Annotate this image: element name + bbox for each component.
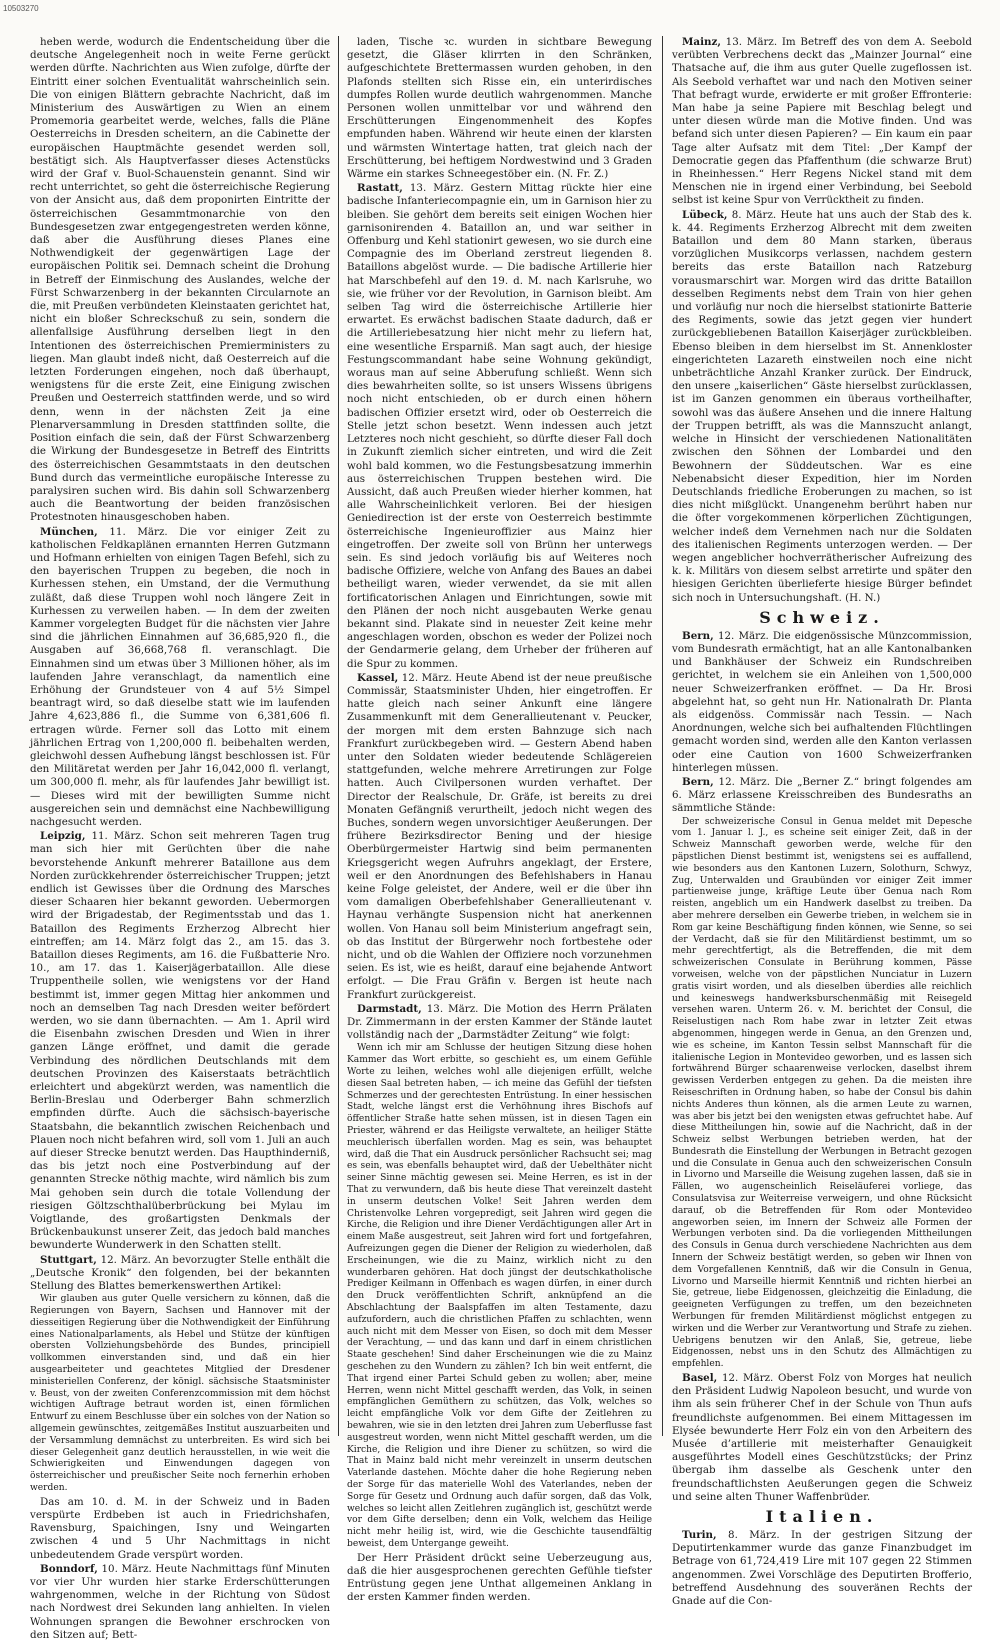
dateline: Mainz, — [682, 36, 721, 48]
article-paragraph — [30, 830, 330, 1253]
column-rule — [662, 36, 663, 1436]
article-text: 12. März. Die „Berner Z.“ bringt folgendes am 6. März erlassene Kreisschreiben des Bundesraths an sämmtliche Stände: — [672, 775, 973, 815]
article-text: Wenn ich mir am Schlusse der heutigen Sitzung diese hohen Kammer das Wort erbitte, so geschieht es, um einem Gefühle Worte zu leihen, welches wohl alle diejenigen erfüllt, welche diesen Saal betreten haben, — ich meine das Gefühl der tiefsten Schmerzes und der gerechtesten Entrüstung. In einer hessischen Stadt, welche längst erst die Verhöhnung ihres Bischofs auf öffentlicher Straße hatte sehen müssen, ist in diesen Tagen ein Priester, während er das Heiligste verwaltete, an heiliger Stätte meuchlerisch überfallen worden. Mag es sein, was behauptet wird, daß die That ein Ausdruck persönlicher Rachsucht sei; mag es sein, was ebenfalls behauptet wird, daß der Uebelthäter nicht seiner Sinne mächtig gewesen sei. Meine Herren, es ist in der That zu verwundern, daß bis heute diese That vereinzelt dasteht in unserm deutschen Volke! Seit Jahren werden dem Christenvolke Lehren vorgepredigt, seit Jahren wird gegen die Kirche, die Religion und ihre Diener Verdächtigungen aller Art in einem Maße ausgestreut, seit Jahren wird fort und fortgefahren, Aufreizungen gegen die Diener der Religion zu wiederholen, daß Erscheinungen, wie die zu Mainz, wirklich nicht zu den wunderbaren gehören. Hat doch jüngst der deutschkatholische Prediger Keilmann in Offenbach es wagen dürfen, in einer durch den Druck veröffentlichten Schrift, anknüpfend an die Abschlachtung der Baalspfaffen im alten Testamente, dazu aufzufordern, auch die christlichen Pfaffen zu schlachten, wenn auch nicht mit dem Messer von Eisen, so doch mit dem Messer der Verachtung, — und das kann und darf in einem christlichen Staate geschehen! Sind daher Erscheinungen wie die zu Mainz geschehen zu den Wundern zu zählen? Ich bin weit entfernt, die That irgend einer Partei Schuld geben zu wollen; aber, meine Herren, wenn nicht Mittel geschafft werden, das Volk, in seinen empfänglichen Gemüthern zu schützen, das Volk, welches so leicht empfängliche Volk vor dem Gifte der Zeitlehren zu bewahren, wie sie in den letzten drei Jahren zum Ueberflusse fast ausgestreut worden, wenn nicht Mittel geschafft werden, um die Kirche, die Religion und ihre Diener zu schützen, so wird die That in Mainz bald nicht mehr vereinzelt in unserm deutschen Vaterlande dastehen. Möchte daher die hohe Regierung neben der Sorge für das materielle Wohl des Vaterlandes, neben der Sorge für Gesetz und Ordnung auch dafür sorgen, daß das Volk, welches so leicht allen Zeitlehren zugänglich ist, geschützt werde vor dem Gifte derselben; denn ein Volk, welchem das Heilige nicht mehr heilig ist, wird, wie die Geschichte tausendfältig beweist, dem Untergange geweiht. — [347, 1043, 652, 1549]
article-text: 12. März. Oberst Folz von Morges hat neulich den Präsident Ludwig Napoleon besucht, und wurde von ihm als sein früherer Chef in der Schule von Thun aufs freundlichste aufgenommen. Bei einem Mittagessen im Elysée bewunderte Herr Folz ein von den Arbeitern des Musée d’artillerie mit meisterhafter Genauigkeit ausgeführtes Modell eines Geschützstücks; der Prinz übergab ihm dasselbe als Geschenk unter den freundschaftlichsten Aeußerungen gegen die Schweiz und seine alten Thuner Waffenbrüder. — [672, 1372, 972, 1503]
article-paragraph — [672, 1372, 972, 1504]
column-left — [30, 36, 330, 1641]
article-text: 12. März. An bevorzugter Stelle enthält die „Deutsche Kronik“ den folgenden, bei der bekannten Stellung des Blattes bemerkenswerthen Artikel: — [30, 1253, 330, 1293]
article-paragraph — [30, 1496, 330, 1562]
article-text: Der schweizerische Consul in Genua meldet mit Depesche vom 1. Januar l. J., es scheine seit einiger Zeit, daß in der Schweiz Mannschaft geworben werde, welche für den päpstlichen Dienst bestimmt ist, wenigstens sei es auffallend, wie besonders aus den Kantonen Luzern, Solothurn, Schwyz, Zug, Unterwalden und Graubünden vor einiger Zeit immer partienweise junge, kräftige Leute über Genua nach Rom reisten, angeblich um ein Handwerk daselbst zu treiben. Da aber mehrere derselben ein Gewerbe trieben, in welchem sie in Rom gar keine Beschäftigung finden können, wie Senne, so sei der Verdacht, daß sie für den Militärdienst bestimmt, um so mehr gerechtfertigt, als die Betreffenden, die mit dem schweizerischen Consulate in Berührung kommen, Pässe vorweisen, welche von der päpstlichen Nunciatur in Luzern gratis visirt worden, und als dieselben überdies alle reichlich und keineswegs handwerksburschenmäßig mit Reisegeld versehen waren. Unterm 26. v. M. berichtet der Consul, die Reiselustigen nach Rom habe zwar in letzter Zeit etwas abgenommen, hingegen werde in Genua, an den Grenzen und, wie es scheine, im Kanton Tessin selbst Mannschaft für die italienische Legion in Montevideo geworben, und es lassen sich fortwährend Bürger schaarenweise verlocken, daselbst ihrem gewissen Verderben entgegen zu gehen. Da die meisten ihre Reiseschriften in Ordnung haben, so habe der Consul bis dahin nichts Anderes thun können, als die armen Leute zu warnen, was aber bis jetzt bei den wenigsten etwas gefruchtet habe. Auf diese Mittheilungen hin, sowie auf die Nachricht, daß in der Schweiz selbst Werbungen betrieben werden, hat der Bundesrath die Einstellung der Werbungen in Betracht gezogen und die Consulate in Genua auch den schweizerischen Consuln in Livorno und Marseille die Weisung zugehen lassen, daß sie in Fällen, wo augenscheinlich Reiseläuferei vorliege, das Consulatsvisa zur Weiterreise verweigern, und ohne Rücksicht darauf, ob die Betreffenden für Rom oder Montevideo angeworben seien, im Innern der Schweiz alle Formen der Werbungen verboten sind. Da die vorliegenden Mittheilungen des Consuls in Genua durch verschiedene Nachrichten aus dem Innern der Schweiz bestätigt werden, so geben wir Ihnen von dem Vorgefallenen Kenntniß, daß wir die Consuln in Genua, Livorno und Marseille hiermit Kenntniß und richten hierbei an Sie, getreue, liebe Eidgenossen, gleichzeitig die Einladung, die geeigneten Verfügungen zu treffen, um den bezeichneten Werbungen für fremden Militärdienst möglichst entgegen zu wirken und die Werber zur Verantwortung und Strafe zu ziehen. Uebrigens benutzen wir den Anlaß, Sie, getreue, liebe Eidgenossen, nebst uns in den Schutz des Allmächtigen zu empfehlen. — [672, 816, 972, 1370]
article-text: 12. März. Die eidgenössische Münzcommission, vom Bundesrath ermächtigt, hat an alle Kantonalbanken und Bankhäuser der Schweiz ein Rundschreiben gerichtet, in welchem sie ein Anleihen von 1,500,000 neuer Schweizerfranken eröffnet. — Da Hr. Brosi abgelehnt hat, so geht nun Hr. Nationalrath Dr. Planta als eidgenöss. Commissär nach Tessin. — Nach Anordnungen, welche sich bei aufhaltenden Flüchtlingen gemacht worden sind, werden alle den Kanton verlassen oder eine Caution von 1600 Schweizerfranken hinterlegen müssen. — [672, 629, 973, 774]
dateline: Lübeck, — [682, 208, 728, 221]
section-heading: Schweiz. — [759, 607, 885, 627]
article-paragraph — [30, 36, 330, 525]
article-text: 8. März. In der gestrigen Sitzung der Deputirtenkammer wurde das ganze Finanzbudget im Betrage von 61,724,419 Lire mit 107 gegen 22 Stimmen angenommen. Zwei Vorschläge des Deputirten Brofferio, betreffend Ausdehnung des souveränen Rechts der Gnade auf die Con- — [672, 1529, 972, 1608]
article-text: Das am 10. d. M. in der Schweiz und in Baden verspürte Erdbeben ist auch in Friedrichshafen, Ravensburg, Spaichingen, Isny und Weingarten zwischen 4 und 5 Uhr Nachmittags in nicht unbedeutendem Grade verspürt worden. — [30, 1495, 330, 1561]
article-text: Der Herr Präsident drückt seine Ueberzeugung aus, daß die hier ausgesprochenen gerechten Gefühle tiefster Entrüstung gegen jene Unthat allgemeinen Anklang in der ersten Kammer finden werden. — [347, 1551, 652, 1604]
article-text: 13. März. Im Betreff des von dem A. Seebold verübten Verbrechens deckt das „Mainzer Journal“ eine Thatsache auf, die ihm aus guter Quelle zugeflossen ist. Als Seebold verhaftet war und nach den Motiven seiner That befragt wurde, erwiderte er mit großer Effronterie: Man habe ja seine Papiere mit Beschlag belegt und unter diesen würde man die Motive finden. Und was befand sich unter diesen Papieren? — Ein kaum ein paar Tage alter Aufsatz mit dem Titel: „Der Kampf der Democratie gegen das Pfaffenthum (die schwarze Brut) in Rheinhessen.“ Herr Regens Nickel stand mit dem Menschen nie in irgend einer Verbindung, bei Seebold selbst ist keine Spur von Verrücktheit zu finden. — [672, 36, 973, 207]
article-paragraph — [347, 1552, 652, 1605]
dateline: Leipzig, — [40, 830, 86, 843]
article-paragraph — [30, 1563, 330, 1642]
article-text: 11. März. Schon seit mehreren Tagen trug man sich hier mit Gerüchten über die nahe bevorstehende Ankunft mehrerer Bataillone aus dem Norden zurückkehrender österreichischer Truppen; jetzt endlich ist Gewisses über die Ordnung des Marsches dieser Schaaren hier bekannt geworden. Uebermorgen wird der Brigadestab, der Regimentsstab und das 1. Bataillon des Regiments Erzherzog Albrecht hier eintreffen; am 14. März folgt das 2., am 15. das 3. Bataillon dieses Regiments, am 16. die Fußbatterie Nro. 10., am 17. das 1. Kaiserjägerbataillon. Alle diese Truppentheile sollen, wie wenigstens vor der Hand bestimmt ist, immer gegen Mittag hier ankommen und noch an demselben Tag nach Dresden weiter befördert werden, wo sie dann übernachten. — Am 1. April wird die Eisenbahn zwischen Dresden und Wien in ihrer ganzen Länge eröffnet, und damit die gerade Verbindung des nördlichen Deutschlands mit dem deutschen Provinzen des Kaiserstaats beträchtlich erleichtert und abgekürzt werden, was namentlich die Berlin-Breslau und Oderberger Bahn schmerzlich empfinden dürfte. Auch die sächsisch-bayerische Staatsbahn, die bekanntlich zwischen Reichenbach und Plauen noch nicht befahren wird, soll vom 1. Juli an auch auf dieser Strecke benutzt werden. Das Haupthinderniß, das bis jetzt noch eine Postverbindung auf der genannten Strecke nöthig machte, wird nämlich bis zum Mai gehoben sein durch die totale Vollendung der riesigen Göltzschthalüberbrückung bei Mylau im Voigtlande, des großartigsten Denkmals der Brückenbaukunst unserer Zeit, das jedoch bald manches bewunderte Wunderwerk in den Schatten stellt. — [30, 830, 330, 1252]
article-paragraph — [30, 1294, 330, 1495]
article-paragraph — [672, 817, 972, 1371]
article-paragraph — [672, 630, 972, 775]
article-paragraph — [30, 526, 330, 830]
section-heading: Italien. — [765, 1507, 879, 1527]
dateline: Bern, — [682, 629, 714, 642]
dateline: Basel, — [682, 1372, 718, 1385]
article-text: 10. März. Heute Nachmittags fünf Minuten vor vier Uhr wurden hier starke Erderschütterungen wahrgenommen, welche in der Richtung von Südost nach Nordwest drei Sekunden lang anhielten. In vielen Wohnungen sprangen die Bewohner erschrocken von den Sitzen auf; Bett- — [30, 1562, 330, 1641]
dateline: Rastatt, — [357, 182, 403, 195]
article-text: 12. März. Heute Abend ist der neue preußische Commissär, Staatsminister Uhden, hier eingetroffen. Er hatte gleich nach seiner Ankunft eine längere Zusammenkunft mit dem Generallieutenant v. Peucker, der morgen mit dem ersten Bahnzuge sich nach Frankfurt zurückbegeben wird. — Gestern Abend haben unter den Soldaten wieder bedeutende Schlägereien stattgefunden, welche mehrere Arretirungen zur Folge hatten. Auch Civilpersonen wurden verhaftet. Der Director der Realschule, Dr. Gräfe, ist bereits zu drei Monaten Gefängniß verurtheilt, jedoch nicht wegen des Buches, sondern wegen unvorsichtiger Aeußerungen. Der frühere Bezirksdirector Bening und der hiesige Oberbürgermeister Hartwig sind beim permanenten Kriegsgericht wegen Aufruhrs angeklagt, der Erstere, weil er den Anordnungen des Befehlshabers in Hanau keine Folge geleistet, der Andere, weil er die über ihn vom damaligen Oberbefehlshaber Generallieutenant v. Haynau verhängte Suspension nicht hat anerkennen wollen. Von Hanau soll beim Ministerium angefragt sein, ob das Institut der Bürgerwehr noch fortbestehe oder nicht, und ob die Wahlen der Offiziere noch vorzunehmen seien. Es ist, wie es heißt, darauf eine bejahende Antwort erfolgt. — Die Frau Gräfin v. Bergen ist heute nach Frankfurt zurückgereist. — [347, 671, 652, 1001]
article-text: 8. März. Heute hat uns auch der Stab des k. k. 44. Regiments Erzherzog Albrecht mit dem zweiten Bataillon und dem 80 Mann starken, überaus vorzüglichen Musikcorps verlassen, nachdem gestern bereits das erste Bataillon nach Ratzeburg vorausmarschirt war. Morgen wird das dritte Bataillon desselben Regiments nebst dem Train von hier gehen und vorläufig nur noch die hierselbst stationirte Batterie des Regiments, sowie das jetzt gegen vier hundert zurückgebliebenen Bataillon Kaiserjäger zurückbleiben. Ebenso bleiben in dem hierselbst im St. Annenkloster eingerichteten Lazareth einstweilen noch eine nicht unbeträchtliche Anzahl Kranker zurück. Der Eindruck, den unsere „kaiserlichen“ Gäste hierselbst zurücklassen, ist im Ganzen genommen ein überaus vortheilhafter, sowohl was das äußere Ansehen und die innere Haltung der Truppen betrifft, als was die Mannszucht anlangt, welche in Hinsicht der verschiedenen Nationalitäten zwischen den Söhnen der Lombardei und den Bewohnern der Süddeutschen. War es eine Nebenabsicht dieser Expedition, hier im Norden Deutschlands friedliche Eroberungen zu machen, so ist dies nicht mißglückt. Unangenehm berührt haben nur die öfter vorgekommenen körperlichen Züchtigungen, welcher indeß dem Vernehmen nach nur die Soldaten des italienischen Regiments unterzogen werden. — Der wegen angeblicher hochverrätherischer Aufreizung des k. k. Militärs von diesem selbst arretirte und später den hiesigen Gerichten überlieferte hiesige Bürger befindet sich noch in Untersuchungshaft. (H. N.) — [672, 208, 972, 604]
dateline: Bonndorf, — [40, 1562, 98, 1575]
article-paragraph — [347, 182, 652, 671]
article-paragraph — [347, 1043, 652, 1550]
page-id: 10503270 — [3, 4, 39, 13]
article-text: 11. März. Die vor einiger Zeit zu katholischen Feldkaplänen ernannten Herren Gutzmann und Hofmann erhielten von einigen Tagen Befehl, sich zu den bayerischen Truppen zu begeben, die noch in Kurhessen stehen, ein Umstand, der die Vermuthung zuläßt, daß diese Truppen wohl noch längere Zeit in Kurhessen zu verweilen haben. — In dem der zweiten Kammer vorgelegten Budget für die nächsten vier Jahre sind die jährlichen Einnahmen auf 36,685,920 fl., die Ausgaben auf 36,668,768 fl. veranschlagt. Die Einnahmen sind um etwas über 3 Millionen höher, als im laufenden Jahre veranschlagt, da namentlich eine Erhöhung der Grundsteuer von 4 auf 5½ Simpel beantragt wird, so daß dieselbe statt wie im laufenden Jahre 4,623,886 fl., die Summe von 6,381,606 fl. ertragen würde. Ferner soll das Lotto mit einem jährlichen Ertrag von 1,200,000 fl. beibehalten werden, gleichwohl dessen Aufhebung längst beschlossen ist. Für den Militäretat werden per Jahr 16,042,000 fl. verlangt, um 300,000 fl. mehr, als für laufendes Jahr bewilligt ist. — Dieses wird mit der bewilligten Summe nicht ausgereichen sein und demnächst eine Nachbewilligung nachgesucht werden. — [30, 525, 330, 828]
article-paragraph — [30, 1254, 330, 1294]
dateline: Darmstadt, — [357, 1002, 422, 1015]
dateline: München, — [40, 525, 98, 538]
column-right — [672, 36, 973, 1608]
dateline: Turin, — [682, 1529, 717, 1542]
article-paragraph — [347, 1003, 652, 1043]
column-middle — [347, 36, 652, 1604]
article-text: Wir glauben aus guter Quelle versichern zu können, daß die Regierungen von Bayern, Sachsen und Hannover mit der diesseitigen Regierung über die Nothwendigkeit der Einführung eines Nationalparlaments, als Hebel und Stütze der künftigen obersten Vollziehungsbehörde des Bundes, principiell vollkommen einverstanden sind, und daß ein hier ausgearbeiteter und geachtetes Mitglied der Dresdener ministeriellen Conferenz, der königl. sächsische Staatsminister v. Beust, von der zweiten Conferenzcommission mit dem höchst wichtigen Auftrage betraut worden ist, einen förmlichen Entwurf zu einem Beschlusse über ein solches von der Nation so allgemein gewünschtes, zeitgemäßes Institut auszuarbeiten und der Versammlung demnächst zu unterbreiten. Es wird sich bei dieser Gelegenheit ganz deutlich herausstellen, in wie weit die Schwierigkeiten und Einwendungen dagegen von österreichischer und preußischer Seite noch fernerhin erhoben werden. — [30, 1294, 330, 1494]
dateline: Stuttgart, — [40, 1253, 97, 1266]
article-text: 13. März. Die Motion des Herrn Prälaten Dr. Zimmermann in der ersten Kammer der Stände lautet vollständig nach der „Darmstädter Zeitung“ wie folgt: — [347, 1002, 652, 1042]
article-paragraph — [672, 776, 972, 816]
article-paragraph — [672, 36, 972, 208]
article-paragraph — [672, 209, 972, 605]
article-text: 13. März. Gestern Mittag rückte hier eine badische Infanteriecompagnie ein, um in Garnison hier zu bleiben. Sie gehört dem bereits seit einigen Wochen hier garnisonirenden 4. Bataillon an, und war seither in Offenburg und Kehl stationirt gewesen, wo sie durch eine Compagnie des im Oberland zerstreut liegenden 8. Bataillons abgelöst wurde. — Die badische Artillerie hier hat Marschbefehl auf den 19. d. M. nach Karlsruhe, wo sie, wie früher vor der Revolution, in Garnison bleibt. Am selben Tag wird die österreichische Artillerie hier erwartet. Es erwächst badischen Staate dadurch, daß er die Artilleriebesatzung hier nicht mehr zu liefern hat, eine wesentliche Ersparniß. Man sagt auch, der hiesige Festungscommandant habe seine Wohnung gekündigt, woraus man auf seine Abberufung schließt. Wenn sich dies bewahrheiten sollte, so ist unsers Wissens übrigens noch nicht entschieden, ob er durch einen höhern badischen Offizier ersetzt wird, oder ob Oesterreich die Stelle jetzt schon besetzt. Wenn indessen auch jetzt Letzteres noch nicht geschieht, so dürfte dieser Fall doch in Zukunft ziemlich sicher eintreten, und wird die Zeit wohl bald kommen, wo die Festungsbesatzung immerhin aus österreichischen Truppen bestehen wird. Die Aussicht, daß auch Preußen wieder hierher kommen, hat alle Wahrscheinlichkeit verloren. Bei der hiesigen Geniedirection ist der erste von Oesterreich bestimmte österreichische Ingenieuroffizier aus Mainz hier eingetroffen. Der zweite soll von Brünn her unterwegs sein. Es sind jedoch vorläufig bis auf Weiteres noch badische Offiziere, welche von Anfang des Baues an dabei betheiligt waren, wieder verwendet, da sie mit allen fortificatorischen Anlagen und Einrichtungen, sowie mit den Plänen der noch nicht ausgebauten Werke genau bekannt sind. Plakate sind in neuester Zeit keine mehr angeschlagen worden, obschon es weder der Polizei noch der Gendarmerie gelang, dem Urheber der früheren auf die Spur zu kommen. — [347, 182, 652, 670]
column-rule — [338, 36, 339, 1436]
dateline: Kassel, — [357, 671, 399, 684]
article-paragraph — [672, 1529, 972, 1608]
article-text: laden, Tische ꝛc. wurden in sichtbare Bewegung gesetzt, die Gläser klirrten in den Schränken, aufgeschichtete Brettermassen wurden gehoben, in den Plafonds stellten sich Risse ein, ein unterirdisches dumpfes Rollen wurde deutlich wahrgenommen. Manche Personen wollen unmittelbar vor und während den Erschütterungen Eingenommenheit des Kopfes empfunden haben. Während wir heute einen der klarsten und wärmsten Wintertage hatten, trat gleich nach der Erschütterung, bei heftigem Nordwestwind und 3 Graden Wärme ein starkes Schneegestöber ein. (N. Fr. Z.) — [347, 36, 652, 181]
article-paragraph — [347, 36, 652, 181]
dateline: Bern, — [682, 775, 714, 788]
article-text: heben werde, wodurch die Endentscheidung über die deutsche Angelegenheit noch in weite Ferne gerückt werden dürfte. Nachrichten aus Wien zufolge, dürfte der Eintritt einer solchen Eventualität wahrscheinlich sein. Die von einigen Blättern gebrachte Nachricht, daß im Ministerium des Auswärtigen zu Wien an einem Promemoria gearbeitet werde, welches, falls die Pläne Oesterreichs in Dresden scheitern, an die Cabinette der europäischen Hauptmächte gesendet werden soll, bestätigt sich. Als Hauptverfasser dieses Actenstücks wird der Graf v. Buol-Schauenstein genannt. Sind wir recht unterrichtet, so geht die österreichische Regierung von der Ansicht aus, daß dem proponirten Eintritte der österreichischen Gesammtmonarchie von den Bundesgesetzen zwar entgegengestreten werden könne, daß aber die Ausführung dieses Planes eine Nothwendigkeit der gegenwärtigen Lage der europäischen Politik sei. Demnach scheint die Drohung in Betreff der Einmischung des Auslandes, welche der Fürst Schwarzenberg in der bekannten Circularnote an die, mit Preußen verbündeten Kleinstaaten gerichtet hat, nicht ein bloßer Schreckschuß zu sein, sondern die allenfallsige Ausführung derselben liegt in den Intentionen des österreichischen Premierministers zu liegen. Man glaubt indeß nicht, daß Oesterreich auf die letzten Forderungen eingehen, noch daß überhaupt, wenigstens für die erste Zeit, eine Einigung zwischen Preußen und Oesterreich stattfinden werde, und so wird denn, wenn in der nächsten Zeit ja eine Plenarversammlung in Dresden stattfinden sollte, die Position einfach die sein, daß der Fürst Schwarzenberg die Wirkung der Bundesgesetze in Betreff des Eintritts des österreichischen Gesammtstaats in den deutschen Bund durch das vermeintliche europäische Interesse zu paralysiren suchen wird. Bis dahin soll Schwarzenberg auch die Beantwortung der beiden französischen Protestnoten hinausgeschoben haben. — [30, 36, 330, 524]
article-paragraph — [347, 672, 652, 1002]
